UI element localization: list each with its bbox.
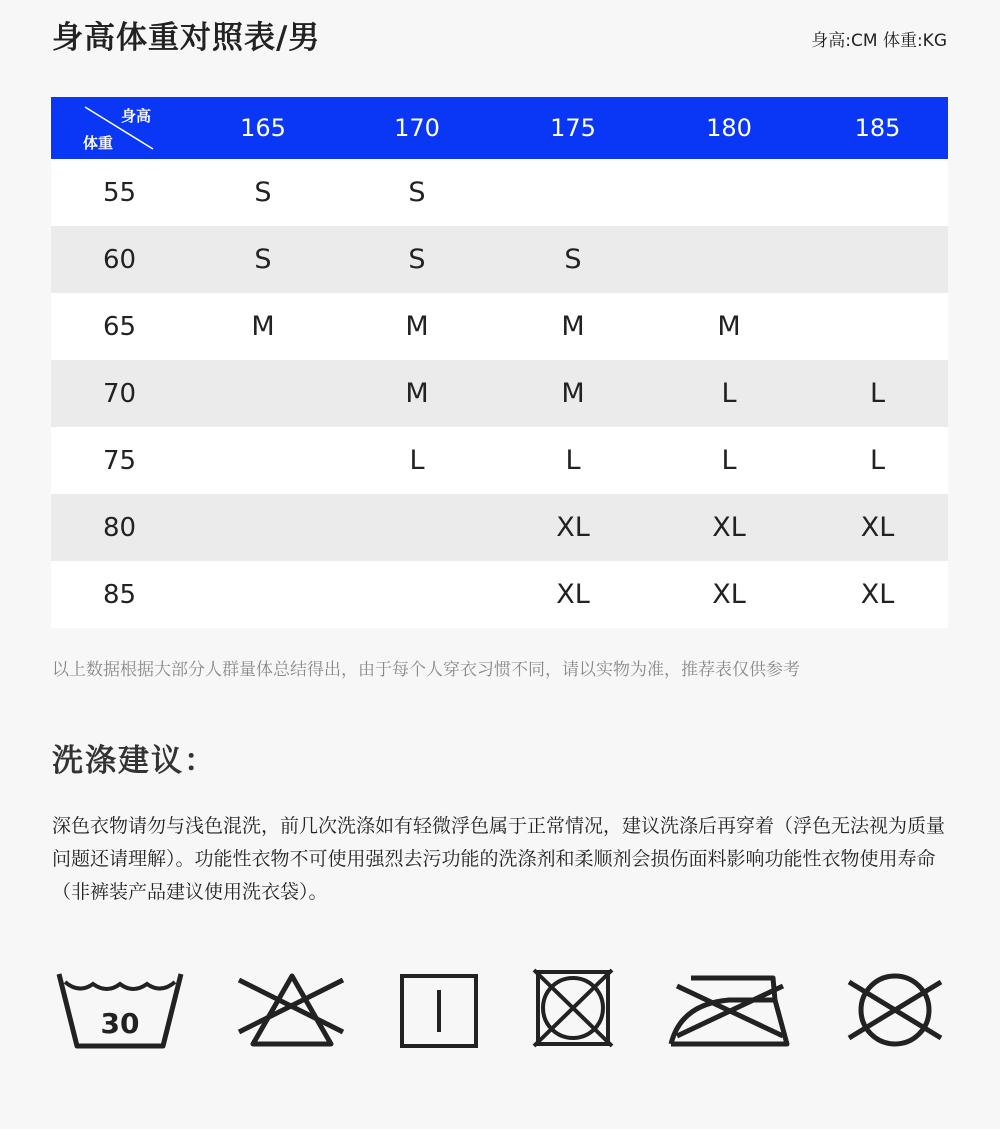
care-icons-row [0, 960, 1000, 1060]
svg-text:30: 30 [100, 1007, 140, 1040]
height-header: 165 [240, 114, 286, 142]
size-cell: L [721, 378, 737, 409]
size-cell: L [409, 445, 425, 476]
line-dry-icon [398, 960, 480, 1052]
size-cell: M [405, 378, 429, 409]
size-cell: M [561, 311, 585, 342]
size-cell: S [254, 244, 272, 275]
unit-label: 身高:CM 体重:KG [811, 31, 947, 51]
size-cell: S [408, 244, 426, 275]
size-cell: XL [556, 512, 590, 543]
height-header: 180 [706, 114, 752, 142]
size-cell: L [565, 445, 581, 476]
size-cell: M [251, 311, 275, 342]
weight-cell: 60 [103, 244, 137, 275]
table-row [51, 159, 948, 226]
size-cell: L [869, 445, 886, 476]
weight-cell: 55 [103, 177, 137, 208]
table-row [51, 226, 948, 293]
no-bleach-icon [235, 960, 350, 1052]
table-header-row [51, 97, 948, 159]
size-cell: XL [556, 579, 590, 610]
size-cell [807, 159, 948, 226]
size-cell [187, 360, 339, 427]
size-cell: M [717, 311, 741, 342]
size-cell [807, 293, 948, 360]
size-cell: S [564, 244, 582, 275]
size-cell: M [561, 378, 585, 409]
height-header: 185 [854, 114, 901, 142]
weight-cell: 70 [103, 378, 137, 409]
weight-cell: 85 [103, 579, 137, 610]
table-row [51, 293, 948, 360]
weight-cell: 65 [103, 311, 137, 342]
size-cell: XL [712, 512, 746, 543]
size-cell [339, 494, 495, 561]
corner-weight-label: 体重 [83, 134, 114, 152]
size-chart-table [51, 97, 948, 628]
size-cell [495, 159, 651, 226]
table-row [51, 360, 948, 427]
page-title: 身高体重对照表/男 [52, 20, 321, 56]
size-cell [187, 427, 339, 494]
table-corner-cell [51, 97, 187, 159]
corner-height-label: 身高 [121, 107, 152, 125]
height-header: 175 [550, 114, 596, 142]
size-cell [339, 561, 495, 628]
size-cell: XL [860, 579, 895, 610]
washing-title: 洗涤建议： [52, 743, 217, 779]
size-cell [651, 226, 807, 293]
size-cell [187, 494, 339, 561]
size-cell: S [254, 177, 272, 208]
size-cell: XL [860, 512, 895, 543]
size-cell: L [721, 445, 737, 476]
no-tumble-dry-icon [532, 960, 616, 1052]
table-row [51, 427, 948, 494]
disclaimer-note: 以上数据根据大部分人群量体总结得出，由于每个人穿衣习惯不同，请以实物为准，推荐表仅供参考 [52, 660, 800, 680]
table-row [51, 494, 948, 561]
size-cell [187, 561, 339, 628]
no-iron-icon [665, 960, 795, 1052]
diagonal-divider [51, 97, 187, 159]
weight-cell: 80 [103, 512, 137, 543]
washing-instructions: 深色衣物请勿与浅色混洗，前几次洗涤如有轻微浮色属于正常情况，建议洗涤后再穿着（浮色无法视为质量问题还请理解）。功能性衣物不可使用强烈去污功能的洗涤剂和柔顺剂会损伤面料影响功能性衣物使用寿命（非裤装产品建议使用洗衣袋）。 [52, 815, 946, 903]
size-cell [651, 159, 807, 226]
size-cell: XL [712, 579, 746, 610]
size-cell: L [869, 378, 886, 409]
size-cell [807, 226, 948, 293]
size-cell: M [405, 311, 429, 342]
table-row [51, 561, 948, 628]
weight-cell: 75 [103, 445, 137, 476]
no-dry-clean-icon [845, 960, 945, 1052]
height-header: 170 [394, 114, 440, 142]
size-cell: S [408, 177, 426, 208]
wash-30-icon [55, 960, 185, 1052]
